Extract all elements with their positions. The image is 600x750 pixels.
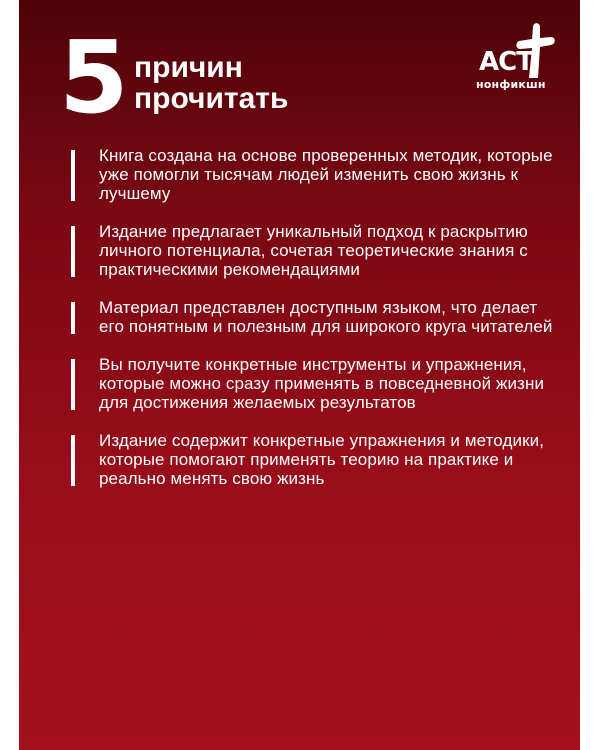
reason-item: [71, 298, 561, 336]
reason-marker: [71, 435, 75, 486]
logo-brand-text: АСТ: [479, 47, 533, 77]
reason-marker: [71, 302, 75, 334]
reason-text: Издание предлагает уникальный подход к раскрытию личного потенциала, сочетая теоретические знания с практическими рекомендациями: [99, 222, 528, 279]
reason-item: [71, 355, 561, 412]
publisher-logo: [471, 20, 571, 100]
logo-subtitle: нонфикшн: [476, 78, 546, 91]
reason-item: [71, 431, 561, 488]
reason-marker: [71, 359, 75, 410]
reason-text: Вы получите конкретные инструменты и упражнения, которые можно сразу применять в повседневной жизни для достижения желаемых результатов: [99, 355, 545, 412]
reason-marker: [71, 150, 75, 201]
title-line-1: причин: [134, 51, 243, 84]
reason-text: Материал представлен доступным языком, что делает его понятным и полезным для широкого круга читателей: [99, 298, 553, 336]
reason-item: [71, 146, 561, 203]
title-line-2: прочитать: [134, 82, 289, 115]
reason-text: Издание содержит конкретные упражнения и методики, которые помогают применять теорию на практике и реально менять свою жизнь: [99, 431, 545, 488]
reason-item: [71, 222, 561, 279]
reason-marker: [71, 226, 75, 277]
reason-text: Книга создана на основе проверенных методик, которые уже помогли тысячам людей изменить свою жизнь к лучшему: [99, 146, 553, 203]
reasons-list: [71, 146, 561, 507]
promo-card: [19, 0, 580, 750]
page-title: [134, 52, 288, 114]
reasons-count: 5: [59, 19, 127, 136]
